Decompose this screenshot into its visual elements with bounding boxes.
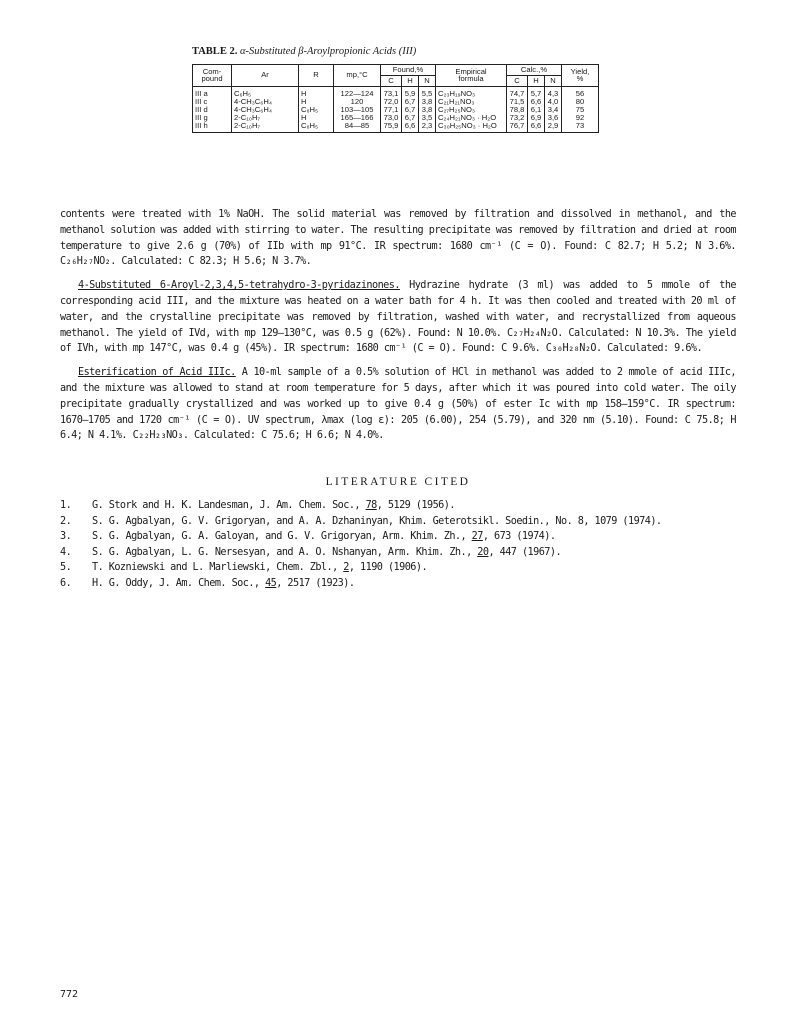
table-row: III g 2-C₁₀H₇ H 165—166 73,0 6,7 3,5 C₂₄H₂₁NO₃ · H₂O 73,2 6,9 3,6 92: [193, 114, 599, 122]
col-calc: Calc.,%: [507, 65, 562, 76]
body-text: [60, 207, 736, 452]
reference-list: [60, 498, 736, 592]
col-found-c: C: [381, 75, 402, 86]
page-number: 772: [60, 989, 79, 1000]
table-2: [192, 46, 602, 133]
paragraph-continuation: contents were treated with 1% NaOH. The solid material was removed by filtration and dissolved in methanol, and the methanol solution was added with stirring to water. The resulting precipitate was removed by filtration and dried at room temperature to give 2.6 g (70%) of IIb with mp 91°C. IR spectrum: 1680 cm⁻¹ (C = O). Found: C 82.7; H 5.2; N 3.6%. C₂₆H₂₇NO₂. Calculated: C 82.3; H 5.6; N 3.7%.: [60, 209, 736, 268]
table-label: TABLE 2.: [192, 46, 238, 57]
reference-item: 6. H. G. Oddy, J. Am. Chem. Soc., 45, 2517 (1923).: [60, 577, 355, 589]
reference-item: 5. T. Kozniewski and L. Marliewski, Chem. Zbl., 2, 1190 (1906).: [60, 562, 428, 574]
table-row: III a C₆H₅ H 122—124 73,1 5,9 5,5 C₂₃H₁₉NO₃ 74,7 5,7 4,3 56: [193, 86, 599, 97]
data-table: [192, 64, 599, 133]
col-mp: mp,°C: [334, 65, 381, 87]
col-compound: Com- pound: [193, 65, 232, 87]
col-calc-c: C: [507, 75, 528, 86]
reference-item: 1. G. Stork and H. K. Landesman, J. Am. Chem. Soc., 78, 5129 (1956).: [60, 500, 455, 511]
col-found-n: N: [419, 75, 436, 86]
reference-item: 4. S. G. Agbalyan, L. G. Nersesyan, and A. O. Nshanyan, Arm. Khim. Zh., 20, 447 (1967).: [60, 546, 562, 558]
paragraph-pyridazinones: 4-Substituted 6-Aroyl-2,3,4,5-tetrahydro-3-pyridazinones. Hydrazine hydrate (3 ml) was added to 5 mmole of the corresponding acid III, and the mixture was heated on a water bath for 4 h. It was then cooled and treated with 20 ml of water, and the crystalline precipitate was removed by filtration, washed with water, and recrystallized from aqueous methanol. The yield of IVd, with mp 129–130°C, was 0.5 g (62%). Found: N 10.0%. C₂₇H₂₄N₂O. Calculated: N 10.3%. The yield of IVh, with mp 147°C, was 0.4 g (45%). IR spectrum: 1680 cm⁻¹ (C = O). Found: C 9.6%. C₃₀H₂₈N₂O. Calculated: 9.6%.: [60, 280, 736, 355]
table-row: III c 4-CH₃C₆H₄ H 120 72,0 6,7 3,8 C₂₁H₂₁NO₃ 71,5 6,6 4,0 80: [193, 98, 599, 106]
col-found-h: H: [402, 75, 419, 86]
col-ar: Ar: [232, 65, 299, 87]
col-found: Found,%: [381, 65, 436, 76]
table-row: III d 4-CH₃C₆H₄ C₆H₅ 103—105 77,1 6,7 3,8 C₂₇H₂₅NO₃ 78,8 6,1 3,4 75: [193, 106, 599, 114]
section-heading-pyridazinones: 4-Substituted 6-Aroyl-2,3,4,5-tetrahydro-3-pyridazinones.: [78, 280, 400, 292]
col-calc-h: H: [528, 75, 545, 86]
section-heading-esterification: Esterification of Acid IIIc.: [78, 367, 236, 379]
col-formula: Empirical formula: [436, 65, 507, 87]
literature-cited-heading: LITERATURE CITED: [325, 476, 471, 488]
table-caption: α-Substituted β-Aroylpropionic Acids (III): [239, 46, 417, 57]
col-yield: Yield, %: [562, 65, 599, 87]
paragraph-esterification: Esterification of Acid IIIc. A 10-ml sample of a 0.5% solution of HCl in methanol was added to 2 mmole of acid IIIc, and the mixture was allowed to stand at room temperature for 5 days, after which it was poured into cold water. The oily precipitate gradually crystallized and was worked up to give 0.4 g (50%) of ester Ic with mp 158–159°C. IR spectrum: 1670–1705 and 1720 cm⁻¹ (C = O). UV spectrum, λmax (log ε): 205 (6.00), 254 (5.79), and 320 nm (5.10). Found: C 75.8; H 6.4; N 4.1%. C₂₂H₂₃NO₃. Calculated: C 75.6; H 6.6; N 4.0%.: [60, 367, 736, 442]
reference-item: 2. S. G. Agbalyan, G. V. Grigoryan, and A. A. Dzhaninyan, Khim. Geterotsikl. Soedin., No. 8, 1079 (1974).: [60, 515, 662, 527]
col-calc-n: N: [545, 75, 562, 86]
table-title: [192, 46, 602, 57]
reference-item: 3. S. G. Agbalyan, G. A. Galoyan, and G. V. Grigoryan, Arm. Khim. Zh., 27, 673 (1974).: [60, 531, 556, 543]
table-row: III h 2-C₁₀H₇ C₆H₅ 84—85 75,9 6,6 2,3 C₃₀H₂₅NO₃ · H₂O 76,7 6,6 2,9 73: [193, 122, 599, 132]
col-r: R: [299, 65, 334, 87]
